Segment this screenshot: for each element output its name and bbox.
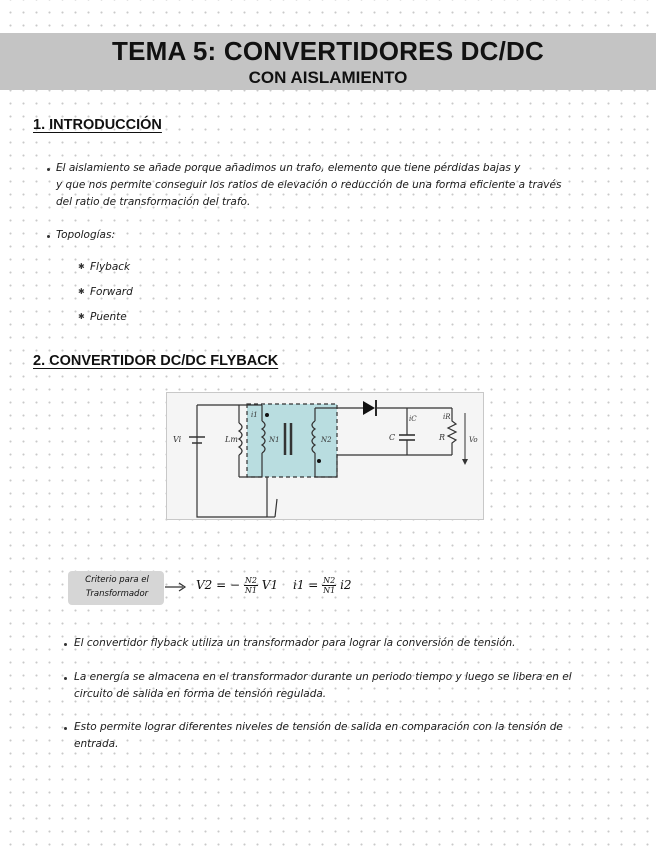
topologia-item: Flyback xyxy=(90,261,131,273)
bullet-dot xyxy=(64,727,67,730)
bullet-dot xyxy=(64,643,67,646)
formula1-lhs: V2 = − xyxy=(196,578,241,592)
formula1-den: N1 xyxy=(244,586,257,595)
intro-line-2: y que nos permite conseguir los ratios de elevación o reducción de una forma eficiente a través xyxy=(56,179,562,191)
label-c: C xyxy=(389,433,396,442)
diode-icon xyxy=(363,401,375,415)
criterio-label xyxy=(72,573,162,601)
flyback-circuit-figure xyxy=(166,392,484,520)
formula2-num: N2 xyxy=(323,576,336,585)
label-lm: Lm xyxy=(225,435,238,444)
flyback-bullet-3-line-1: Esto permite lograr diferentes niveles de tensión de salida en comparación con la tensión de xyxy=(74,721,563,733)
section-heading-flyback: 2. CONVERTIDOR DC/DC FLYBACK xyxy=(33,353,279,369)
intro-line-1: El aislamiento se añade porque añadimos un trafo, elemento que tiene pérdidas bajas y xyxy=(56,162,521,174)
primary-polarity-dot xyxy=(265,413,269,417)
formula1-num: N2 xyxy=(244,576,257,585)
flyback-bullet-1: El convertidor flyback utiliza un transformador para lograr la conversión de tensión. xyxy=(74,637,516,649)
flyback-bullet-3-line-2: entrada. xyxy=(74,738,119,750)
star-bullet-icon: ✱ xyxy=(78,262,85,271)
arrow-right-icon xyxy=(164,582,188,592)
flyback-circuit-diagram xyxy=(167,393,485,521)
vo-arrow-icon xyxy=(462,459,468,465)
formula1-fraction xyxy=(244,576,258,595)
formula2-lhs: i1 = xyxy=(293,578,319,592)
page-subtitle: CON AISLAMIENTO xyxy=(248,68,408,87)
topologia-item: Forward xyxy=(90,286,133,298)
lm-inductor xyxy=(239,423,242,455)
topologias-label: Topologías: xyxy=(56,229,115,241)
criterio-line-2: Transformador xyxy=(85,589,149,599)
label-vo: Vo xyxy=(469,436,478,444)
flyback-bullet-2-line-2: circuito de salida en forma de tensión regulada. xyxy=(74,688,327,700)
label-ic: iC xyxy=(409,415,417,423)
topologia-item: Puente xyxy=(90,311,127,323)
formula2-fraction xyxy=(322,576,336,595)
bullet-dot xyxy=(47,168,50,171)
label-n1: N1 xyxy=(269,436,280,444)
label-vi: Vi xyxy=(173,435,182,444)
label-i1: i1 xyxy=(251,411,258,419)
formula2-den: N1 xyxy=(323,586,336,595)
section-heading-introduccion: 1. INTRODUCCIÓN xyxy=(33,117,162,133)
label-ir: iR xyxy=(443,413,451,421)
flyback-bullet-2-line-1: La energía se almacena en el transformador durante un periodo tiempo y luego se libera en el xyxy=(74,671,572,683)
bullet-dot xyxy=(47,235,50,238)
intro-line-3: del ratio de transformación del trafo. xyxy=(56,196,251,208)
label-r: R xyxy=(439,433,446,442)
page-title: TEMA 5: CONVERTIDORES DC/DC xyxy=(111,36,544,66)
bullet-dot xyxy=(64,677,67,680)
switch xyxy=(275,499,277,517)
formula-voltage xyxy=(196,576,278,595)
formula1-rhs: V1 xyxy=(261,578,279,592)
criterio-line-1: Criterio para el xyxy=(85,575,149,585)
label-n2: N2 xyxy=(321,436,332,444)
star-bullet-icon: ✱ xyxy=(78,287,85,296)
formula-current xyxy=(293,576,352,595)
secondary-polarity-dot xyxy=(317,459,321,463)
star-bullet-icon: ✱ xyxy=(78,312,85,321)
formula2-rhs: i2 xyxy=(340,578,352,592)
